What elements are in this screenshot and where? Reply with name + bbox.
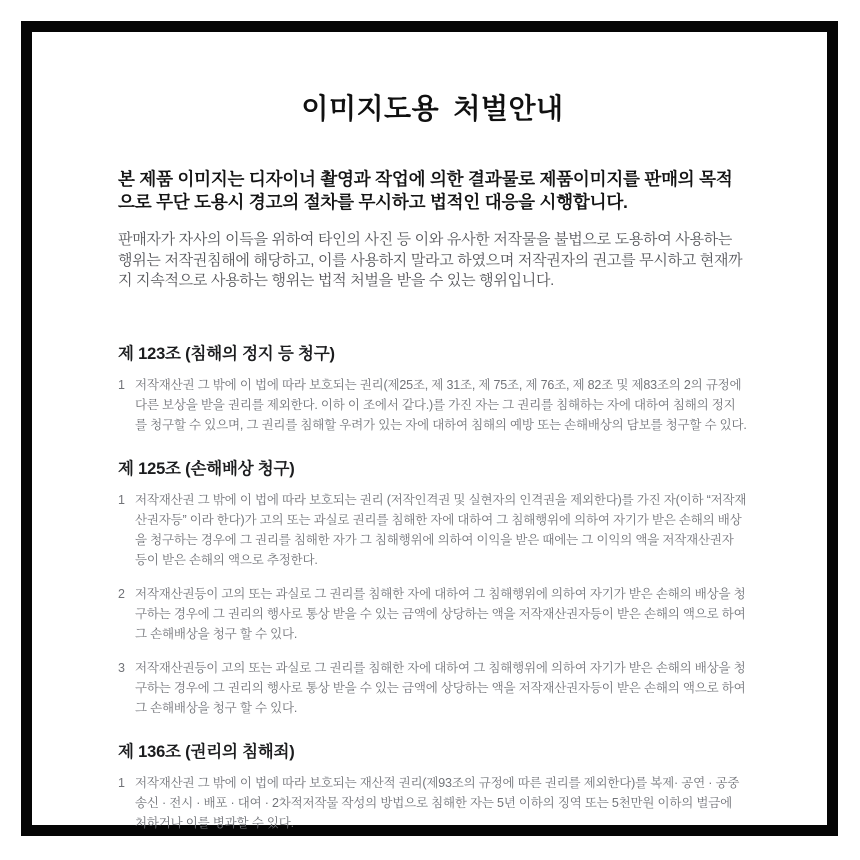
- legal-item: [118, 658, 747, 718]
- intro-emphasis-paragraph: 본 제품 이미지는 디자이너 촬영과 작업에 의한 결과물로 제품이미지를 판매의 목적으로 무단 도용시 경고의 절차를 무시하고 법적인 대응을 시행합니다.: [118, 169, 733, 212]
- item-text: 저작재산권등이 고의 또는 과실로 그 권리를 침해한 자에 대하여 그 침해행위에 의하여 자기가 받은 손해의 배상을 청구하는 경우에 그 권리의 행사로 통상 받을 수 있는 금액에 상당하는 액을 저작재산권자등이 받은 손해의 액으로 하여 그 손해배상을 청구 할 수 있다.: [135, 586, 746, 641]
- document-border-frame: [21, 21, 838, 836]
- legal-item: [118, 490, 747, 570]
- item-text: 저작재산권 그 밖에 이 법에 따라 보호되는 권리(제25조, 제 31조, 제 75조, 제 76조, 제 82조 및 제83조의 2의 규정에 다른 보상을 받을 권리를 제외한다. 이하 이 조에서 같다.)를 가진 자는 그 권리를 침해하는 자에 대하여 침해의 정지를 청구할 수 있으며, 그 권리를 침해할 우려가 있는 자에 대하여 침해의 예방 또는 손해배상의 담보를 청구할 수 있다.: [135, 377, 747, 432]
- legal-section-125: [118, 459, 747, 718]
- item-text: 저작재산권등이 고의 또는 과실로 그 권리를 침해한 자에 대하여 그 침해행위에 의하여 자기가 받은 손해의 배상을 청구하는 경우에 그 권리의 행사로 통상 받을 수 있는 금액에 상당하는 액을 저작재산권자등이 받은 손해의 액으로 하여 그 손해배상을 청구 할 수 있다.: [135, 660, 746, 715]
- item-number: 1: [118, 775, 125, 790]
- item-text: 저작재산권 그 밖에 이 법에 따라 보호되는 재산적 권리(제93조의 규정에 따른 권리를 제외한다)를 복제· 공연 · 공중송신 · 전시 · 배포 · 대여 · 2차적저작물 작성의 방법으로 침해한 자는 5년 이하의 징역 또는 5천만원 이하의 벌금에 처하거나 이를 병과할 수 있다.: [135, 775, 740, 830]
- legal-item: [118, 773, 747, 833]
- section-items: [118, 490, 747, 718]
- section-heading: 제 136조 (권리의 침해죄): [118, 742, 295, 761]
- item-number: 1: [118, 377, 125, 392]
- item-text: 저작재산권 그 밖에 이 법에 따라 보호되는 권리 (저작인격권 및 실현자의 인격권을 제외한다)를 가진 자(이하 “저작재산권자등” 이라 한다)가 고의 또는 과실로 권리를 침해한 자에 대하여 그 침해행위에 의하여 자기가 받은 손해의 배상을 청구하는 경우에 그 권리를 침해한 자가 그 침해행위에 의하여 이익을 받은 때에는 그 이익의 액을 저작재산권자 등이 받은 손해의 액으로 추정한다.: [135, 492, 747, 567]
- legal-sections: [118, 344, 747, 833]
- legal-item: [118, 375, 747, 435]
- section-heading: 제 123조 (침해의 정지 등 청구): [118, 344, 335, 363]
- legal-section-123: [118, 344, 747, 435]
- section-heading: 제 125조 (손해배상 청구): [118, 459, 295, 478]
- document-content: [118, 92, 747, 833]
- page-title: 이미지도용 처벌안내: [301, 93, 564, 124]
- intro-body-paragraph: 판매자가 자사의 이득을 위하여 타인의 사진 등 이와 유사한 저작물을 불법으로 도용하여 사용하는 행위는 저작권침해에 해당하고, 이를 사용하지 말라고 하였으며 저작권자의 권고를 무시하고 현재까지 지속적으로 사용하는 행위는 법적 처벌을 받을 수 있는 행위입니다.: [118, 231, 743, 289]
- legal-section-136: [118, 742, 747, 833]
- item-number: 2: [118, 586, 125, 601]
- section-items: [118, 375, 747, 435]
- legal-item: [118, 584, 747, 644]
- item-number: 1: [118, 492, 125, 507]
- section-items: [118, 773, 747, 833]
- item-number: 3: [118, 660, 125, 675]
